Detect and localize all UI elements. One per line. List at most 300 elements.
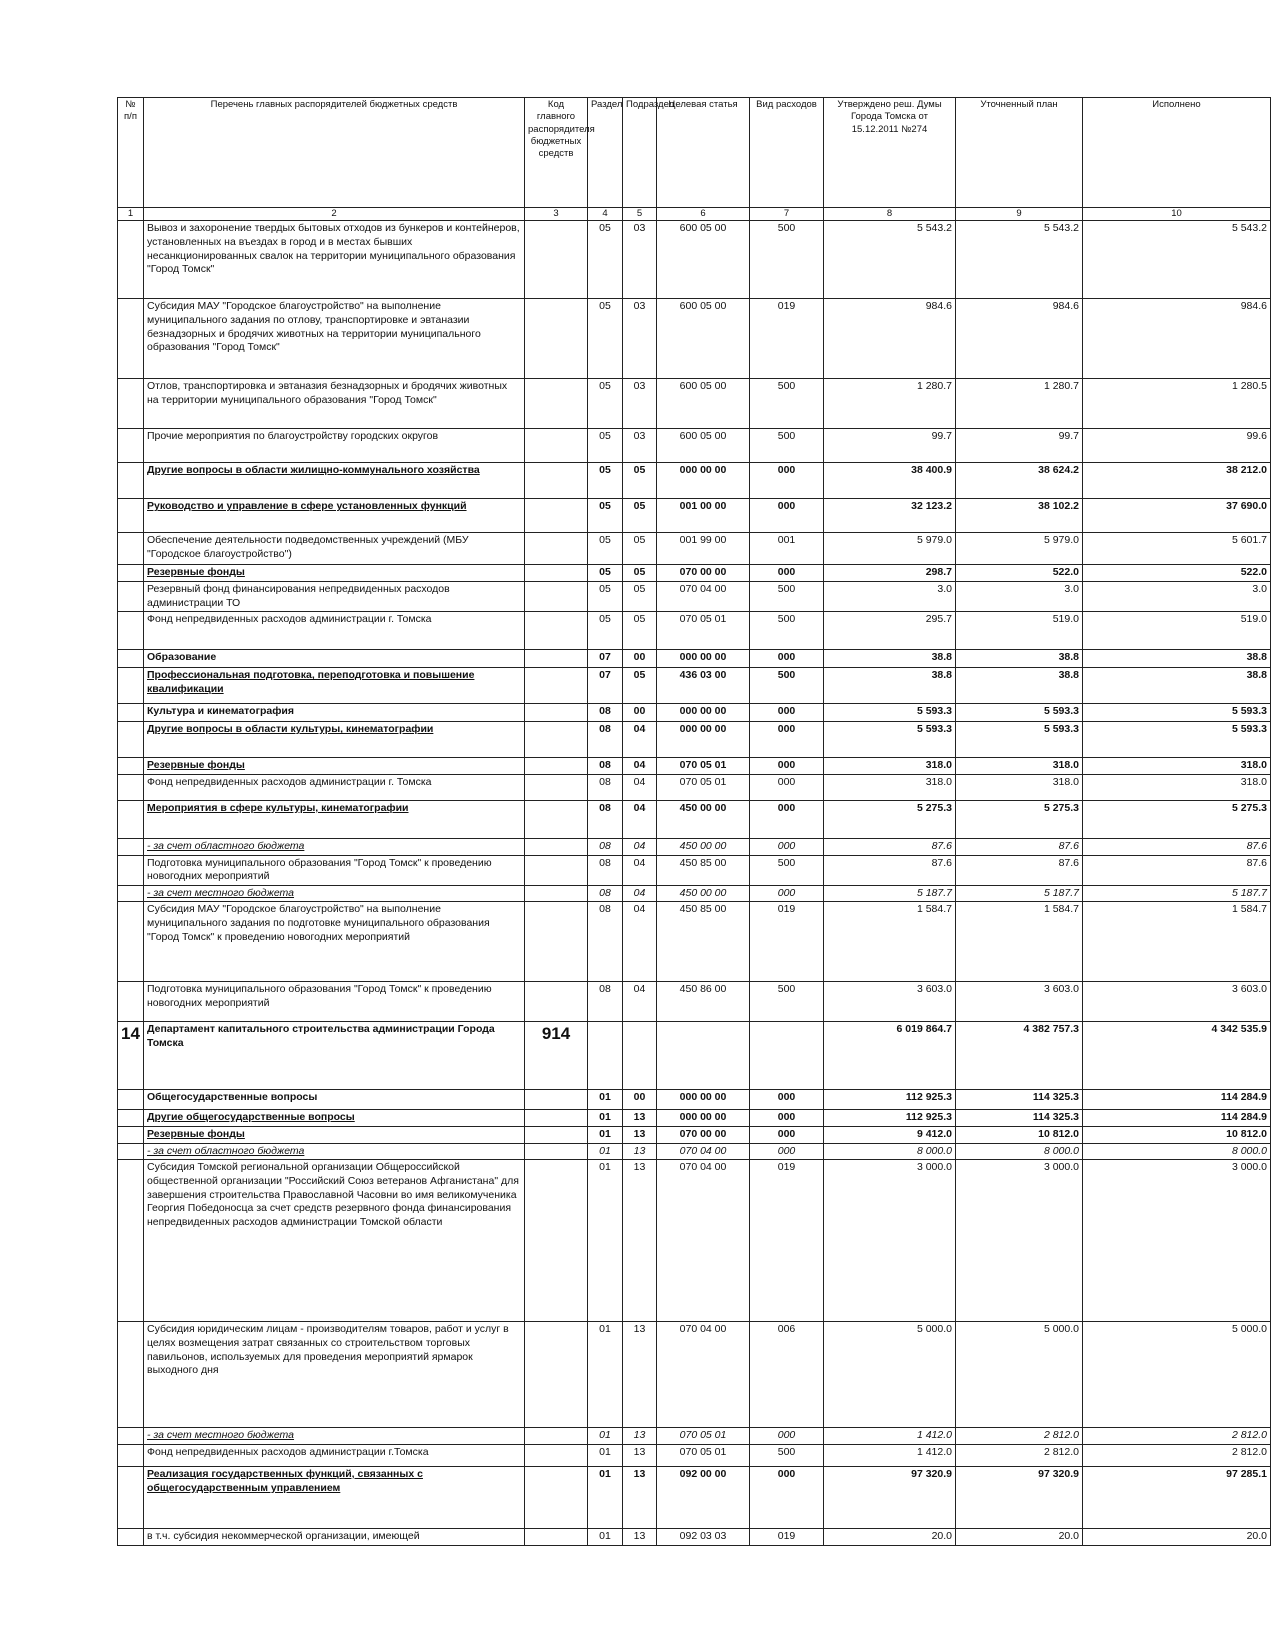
expense-type-code: 006 (750, 1322, 824, 1428)
executed-amount: 38 212.0 (1083, 463, 1271, 499)
table-row (118, 774, 1271, 800)
row-name: Фонд непредвиденных расходов администрации г. Томска (144, 612, 525, 650)
row-number (118, 1160, 144, 1322)
podrazdel-code: 13 (623, 1322, 657, 1428)
expense-type-code: 019 (750, 299, 824, 379)
approved-amount: 295.7 (824, 612, 956, 650)
expense-type-code: 000 (750, 565, 824, 582)
refined-plan-amount: 5 275.3 (956, 800, 1083, 838)
expense-type-code (750, 1022, 824, 1090)
expense-type-code: 500 (750, 379, 824, 429)
refined-plan-amount: 5 979.0 (956, 533, 1083, 565)
table-row (118, 499, 1271, 533)
rasporyaditel-code (525, 902, 588, 982)
executed-amount: 1 584.7 (1083, 902, 1271, 982)
budget-table (117, 97, 1271, 1546)
row-number (118, 463, 144, 499)
target-article-code: 001 00 00 (657, 499, 750, 533)
refined-plan-amount: 114 325.3 (956, 1090, 1083, 1110)
row-number (118, 800, 144, 838)
table-row (118, 885, 1271, 902)
refined-plan-amount: 38 102.2 (956, 499, 1083, 533)
target-article-code: 450 00 00 (657, 838, 750, 855)
refined-plan-amount: 87.6 (956, 838, 1083, 855)
header-cell: Подраздел (623, 98, 657, 208)
target-article-code: 092 00 00 (657, 1467, 750, 1529)
table-row (118, 1445, 1271, 1467)
rasporyaditel-code (525, 704, 588, 722)
razdel-code: 01 (588, 1090, 623, 1110)
rasporyaditel-code (525, 1322, 588, 1428)
column-number: 4 (588, 208, 623, 221)
table-row (118, 855, 1271, 885)
executed-amount: 3 603.0 (1083, 982, 1271, 1022)
podrazdel-code: 05 (623, 463, 657, 499)
rasporyaditel-code (525, 221, 588, 299)
approved-amount: 112 925.3 (824, 1110, 956, 1127)
executed-amount: 10 812.0 (1083, 1127, 1271, 1144)
approved-amount: 984.6 (824, 299, 956, 379)
expense-type-code: 019 (750, 1529, 824, 1546)
table-row (118, 650, 1271, 668)
refined-plan-amount: 5 000.0 (956, 1322, 1083, 1428)
table-row (118, 1428, 1271, 1445)
podrazdel-code: 04 (623, 838, 657, 855)
target-article-code: 436 03 00 (657, 668, 750, 704)
podrazdel-code: 04 (623, 982, 657, 1022)
razdel-code: 01 (588, 1110, 623, 1127)
target-article-code: 000 00 00 (657, 650, 750, 668)
header-cell: Исполнено (1083, 98, 1271, 208)
expense-type-code: 019 (750, 902, 824, 982)
expense-type-code: 000 (750, 1428, 824, 1445)
row-name: - за счет областного бюджета (144, 1143, 525, 1160)
row-number (118, 1467, 144, 1529)
razdel-code: 01 (588, 1143, 623, 1160)
table-row (118, 299, 1271, 379)
target-article-code: 450 86 00 (657, 982, 750, 1022)
executed-amount: 114 284.9 (1083, 1090, 1271, 1110)
razdel-code: 08 (588, 855, 623, 885)
refined-plan-amount: 3 603.0 (956, 982, 1083, 1022)
expense-type-code: 000 (750, 774, 824, 800)
podrazdel-code: 13 (623, 1467, 657, 1529)
rasporyaditel-code (525, 800, 588, 838)
executed-amount: 2 812.0 (1083, 1445, 1271, 1467)
approved-amount: 6 019 864.7 (824, 1022, 956, 1090)
target-article-code: 600 05 00 (657, 429, 750, 463)
rasporyaditel-code (525, 722, 588, 758)
podrazdel-code: 13 (623, 1445, 657, 1467)
row-number (118, 650, 144, 668)
executed-amount: 5 593.3 (1083, 722, 1271, 758)
row-name: Фонд непредвиденных расходов администрации г. Томска (144, 774, 525, 800)
table-row (118, 1110, 1271, 1127)
podrazdel-code: 05 (623, 565, 657, 582)
expense-type-code: 500 (750, 982, 824, 1022)
row-name: Резервные фонды (144, 1127, 525, 1144)
podrazdel-code: 03 (623, 379, 657, 429)
row-name: Субсидия юридическим лицам - производителям товаров, работ и услуг в целях возмещения затрат связанных со строительством торговых павильонов, используемых для проведения мероприятий ярмарок выходного дня (144, 1322, 525, 1428)
approved-amount: 1 412.0 (824, 1445, 956, 1467)
executed-amount: 99.6 (1083, 429, 1271, 463)
row-number (118, 612, 144, 650)
refined-plan-amount: 5 593.3 (956, 704, 1083, 722)
row-name: Мероприятия в сфере культуры, кинематографии (144, 800, 525, 838)
rasporyaditel-code (525, 838, 588, 855)
executed-amount: 38.8 (1083, 650, 1271, 668)
row-name: Субсидия МАУ "Городское благоустройство" на выполнение муниципального задания по подготовке муниципального образования "Город Томск" к проведению новогодних мероприятий (144, 902, 525, 982)
row-number (118, 1322, 144, 1428)
refined-plan-amount: 10 812.0 (956, 1127, 1083, 1144)
table-row (118, 902, 1271, 982)
podrazdel-code: 13 (623, 1127, 657, 1144)
razdel-code: 05 (588, 463, 623, 499)
razdel-code: 08 (588, 774, 623, 800)
rasporyaditel-code (525, 581, 588, 611)
razdel-code: 01 (588, 1445, 623, 1467)
row-name: Культура и кинематография (144, 704, 525, 722)
expense-type-code: 000 (750, 885, 824, 902)
razdel-code: 05 (588, 299, 623, 379)
rasporyaditel-code (525, 429, 588, 463)
executed-amount: 522.0 (1083, 565, 1271, 582)
row-number (118, 565, 144, 582)
column-number: 5 (623, 208, 657, 221)
executed-amount: 4 342 535.9 (1083, 1022, 1271, 1090)
expense-type-code: 500 (750, 221, 824, 299)
razdel-code: 08 (588, 838, 623, 855)
approved-amount: 298.7 (824, 565, 956, 582)
header-cell: Утверждено реш. Думы Города Томска от 15.12.2011 №274 (824, 98, 956, 208)
row-name: Подготовка муниципального образования "Город Томск" к проведению новогодних мероприятий (144, 855, 525, 885)
header-row (118, 98, 1271, 208)
expense-type-code: 000 (750, 1110, 824, 1127)
expense-type-code: 500 (750, 1445, 824, 1467)
row-name: Прочие мероприятия по благоустройству городских округов (144, 429, 525, 463)
target-article-code: 450 85 00 (657, 855, 750, 885)
podrazdel-code: 05 (623, 612, 657, 650)
row-number (118, 885, 144, 902)
approved-amount: 87.6 (824, 838, 956, 855)
razdel-code: 01 (588, 1529, 623, 1546)
table-row (118, 1529, 1271, 1546)
approved-amount: 32 123.2 (824, 499, 956, 533)
target-article-code: 070 05 01 (657, 774, 750, 800)
podrazdel-code: 05 (623, 499, 657, 533)
refined-plan-amount: 5 187.7 (956, 885, 1083, 902)
approved-amount: 1 584.7 (824, 902, 956, 982)
rasporyaditel-code (525, 1090, 588, 1110)
refined-plan-amount: 4 382 757.3 (956, 1022, 1083, 1090)
refined-plan-amount: 8 000.0 (956, 1143, 1083, 1160)
expense-type-code: 500 (750, 612, 824, 650)
column-number: 7 (750, 208, 824, 221)
executed-amount: 38.8 (1083, 668, 1271, 704)
podrazdel-code: 03 (623, 429, 657, 463)
header-cell: Вид расходов (750, 98, 824, 208)
target-article-code: 600 05 00 (657, 379, 750, 429)
razdel-code: 01 (588, 1322, 623, 1428)
executed-amount: 984.6 (1083, 299, 1271, 379)
table-row (118, 1322, 1271, 1428)
target-article-code: 450 00 00 (657, 885, 750, 902)
row-name: Отлов, транспортировка и эвтаназия безнадзорных и бродячих животных на территории муниципального образования "Город Томск" (144, 379, 525, 429)
podrazdel-code: 13 (623, 1110, 657, 1127)
approved-amount: 8 000.0 (824, 1143, 956, 1160)
row-number (118, 299, 144, 379)
row-name: Субсидия МАУ "Городское благоустройство" на выполнение муниципального задания по отлову, транспортировке и эвтаназии безнадзорных и бродячих животных на территории муниципального образования "Город Томск" (144, 299, 525, 379)
approved-amount: 3 603.0 (824, 982, 956, 1022)
approved-amount: 3 000.0 (824, 1160, 956, 1322)
approved-amount: 112 925.3 (824, 1090, 956, 1110)
target-article-code: 000 00 00 (657, 463, 750, 499)
table-body (118, 221, 1271, 1545)
expense-type-code: 000 (750, 1467, 824, 1529)
razdel-code: 07 (588, 650, 623, 668)
executed-amount: 37 690.0 (1083, 499, 1271, 533)
refined-plan-amount: 5 593.3 (956, 722, 1083, 758)
refined-plan-amount: 38.8 (956, 650, 1083, 668)
podrazdel-code: 04 (623, 774, 657, 800)
target-article-code: 070 04 00 (657, 1143, 750, 1160)
razdel-code (588, 1022, 623, 1090)
header-cell: Уточненный план (956, 98, 1083, 208)
target-article-code: 070 04 00 (657, 581, 750, 611)
razdel-code: 05 (588, 221, 623, 299)
row-number (118, 221, 144, 299)
row-number (118, 581, 144, 611)
approved-amount: 38.8 (824, 668, 956, 704)
table-row (118, 1022, 1271, 1090)
row-number (118, 1110, 144, 1127)
table-row (118, 1127, 1271, 1144)
podrazdel-code: 05 (623, 581, 657, 611)
row-number (118, 1445, 144, 1467)
table-row (118, 463, 1271, 499)
refined-plan-amount: 5 543.2 (956, 221, 1083, 299)
podrazdel-code: 03 (623, 299, 657, 379)
target-article-code: 000 00 00 (657, 1090, 750, 1110)
approved-amount: 5 000.0 (824, 1322, 956, 1428)
podrazdel-code: 13 (623, 1160, 657, 1322)
expense-type-code: 000 (750, 650, 824, 668)
executed-amount: 114 284.9 (1083, 1110, 1271, 1127)
executed-amount: 3.0 (1083, 581, 1271, 611)
executed-amount: 20.0 (1083, 1529, 1271, 1546)
podrazdel-code: 04 (623, 800, 657, 838)
approved-amount: 5 593.3 (824, 704, 956, 722)
row-number (118, 902, 144, 982)
column-number: 10 (1083, 208, 1271, 221)
executed-amount: 1 280.5 (1083, 379, 1271, 429)
column-number: 1 (118, 208, 144, 221)
column-number-row (118, 208, 1271, 221)
table-row (118, 429, 1271, 463)
row-name: Вывоз и захоронение твердых бытовых отходов из бункеров и контейнеров, установленных на въездах в город и в местах бывших несанкционированных свалок на территории муниципального образования "Город Томск" (144, 221, 525, 299)
approved-amount: 9 412.0 (824, 1127, 956, 1144)
row-number (118, 855, 144, 885)
rasporyaditel-code (525, 668, 588, 704)
executed-amount: 519.0 (1083, 612, 1271, 650)
executed-amount: 5 601.7 (1083, 533, 1271, 565)
podrazdel-code: 00 (623, 704, 657, 722)
executed-amount: 87.6 (1083, 855, 1271, 885)
approved-amount: 99.7 (824, 429, 956, 463)
table-row (118, 581, 1271, 611)
table-row (118, 1160, 1271, 1322)
refined-plan-amount: 99.7 (956, 429, 1083, 463)
razdel-code: 08 (588, 800, 623, 838)
column-number: 9 (956, 208, 1083, 221)
table-row (118, 722, 1271, 758)
table-row (118, 533, 1271, 565)
header-cell: Целевая статья (657, 98, 750, 208)
expense-type-code: 000 (750, 758, 824, 775)
approved-amount: 5 593.3 (824, 722, 956, 758)
razdel-code: 08 (588, 902, 623, 982)
row-name: Реализация государственных функций, связанных с общегосударственным управлением (144, 1467, 525, 1529)
approved-amount: 87.6 (824, 855, 956, 885)
rasporyaditel-code (525, 612, 588, 650)
rasporyaditel-code (525, 565, 588, 582)
target-article-code: 001 99 00 (657, 533, 750, 565)
row-number (118, 1090, 144, 1110)
rasporyaditel-code (525, 758, 588, 775)
target-article-code: 092 03 03 (657, 1529, 750, 1546)
approved-amount: 38 400.9 (824, 463, 956, 499)
razdel-code: 05 (588, 379, 623, 429)
approved-amount: 1 412.0 (824, 1428, 956, 1445)
podrazdel-code: 04 (623, 855, 657, 885)
table-row (118, 800, 1271, 838)
podrazdel-code: 05 (623, 533, 657, 565)
refined-plan-amount: 114 325.3 (956, 1110, 1083, 1127)
row-number (118, 982, 144, 1022)
row-number (118, 1127, 144, 1144)
expense-type-code: 000 (750, 463, 824, 499)
row-name: Образование (144, 650, 525, 668)
refined-plan-amount: 522.0 (956, 565, 1083, 582)
approved-amount: 318.0 (824, 758, 956, 775)
table-row (118, 221, 1271, 299)
refined-plan-amount: 984.6 (956, 299, 1083, 379)
podrazdel-code: 04 (623, 758, 657, 775)
target-article-code: 070 00 00 (657, 1127, 750, 1144)
approved-amount: 5 543.2 (824, 221, 956, 299)
podrazdel-code: 04 (623, 885, 657, 902)
executed-amount: 97 285.1 (1083, 1467, 1271, 1529)
row-name: Фонд непредвиденных расходов администрации г.Томска (144, 1445, 525, 1467)
target-article-code: 600 05 00 (657, 221, 750, 299)
target-article-code: 070 05 01 (657, 758, 750, 775)
refined-plan-amount: 87.6 (956, 855, 1083, 885)
rasporyaditel-code (525, 463, 588, 499)
row-name: Общегосударственные вопросы (144, 1090, 525, 1110)
row-name: Субсидия Томской региональной организации Общероссийской общественной организации "Российский Союз ветеранов Афганистана" для завершения строительства Православной Часовни во имя великомученика Георгия Победоносца за счет средств резервного фонда финансирования непредвиденных расходов администрации Томской области (144, 1160, 525, 1322)
rasporyaditel-code (525, 885, 588, 902)
target-article-code: 000 00 00 (657, 722, 750, 758)
row-number (118, 774, 144, 800)
row-number (118, 838, 144, 855)
razdel-code: 05 (588, 499, 623, 533)
approved-amount: 318.0 (824, 774, 956, 800)
executed-amount: 5 275.3 (1083, 800, 1271, 838)
rasporyaditel-code (525, 982, 588, 1022)
expense-type-code: 500 (750, 429, 824, 463)
table-row (118, 758, 1271, 775)
executed-amount: 87.6 (1083, 838, 1271, 855)
row-number (118, 1428, 144, 1445)
refined-plan-amount: 1 584.7 (956, 902, 1083, 982)
row-number (118, 668, 144, 704)
razdel-code: 01 (588, 1127, 623, 1144)
row-name: Резервный фонд финансирования непредвиденных расходов администрации ТО (144, 581, 525, 611)
expense-type-code: 001 (750, 533, 824, 565)
podrazdel-code: 00 (623, 650, 657, 668)
refined-plan-amount: 1 280.7 (956, 379, 1083, 429)
column-number: 6 (657, 208, 750, 221)
expense-type-code: 000 (750, 704, 824, 722)
refined-plan-amount: 97 320.9 (956, 1467, 1083, 1529)
header-cell: Перечень главных распорядителей бюджетных средств (144, 98, 525, 208)
column-number: 2 (144, 208, 525, 221)
rasporyaditel-code (525, 299, 588, 379)
row-name: Обеспечение деятельности подведомственных учреждений (МБУ "Городское благоустройство") (144, 533, 525, 565)
approved-amount: 5 187.7 (824, 885, 956, 902)
target-article-code (657, 1022, 750, 1090)
row-name: Департамент капитального строительства администрации Города Томска (144, 1022, 525, 1090)
expense-type-code: 500 (750, 855, 824, 885)
rasporyaditel-code (525, 379, 588, 429)
approved-amount: 38.8 (824, 650, 956, 668)
approved-amount: 5 979.0 (824, 533, 956, 565)
expense-type-code: 000 (750, 1143, 824, 1160)
rasporyaditel-code (525, 499, 588, 533)
rasporyaditel-code: 914 (525, 1022, 588, 1090)
row-name: - за счет местного бюджета (144, 1428, 525, 1445)
row-number (118, 704, 144, 722)
executed-amount: 5 593.3 (1083, 704, 1271, 722)
rasporyaditel-code (525, 1445, 588, 1467)
target-article-code: 070 00 00 (657, 565, 750, 582)
executed-amount: 2 812.0 (1083, 1428, 1271, 1445)
razdel-code: 01 (588, 1428, 623, 1445)
row-name: Другие вопросы в области культуры, кинематографии (144, 722, 525, 758)
razdel-code: 08 (588, 982, 623, 1022)
target-article-code: 600 05 00 (657, 299, 750, 379)
refined-plan-amount: 318.0 (956, 774, 1083, 800)
row-number (118, 429, 144, 463)
row-number (118, 533, 144, 565)
refined-plan-amount: 38 624.2 (956, 463, 1083, 499)
row-name: Резервные фонды (144, 565, 525, 582)
razdel-code: 05 (588, 533, 623, 565)
razdel-code: 05 (588, 581, 623, 611)
rasporyaditel-code (525, 1110, 588, 1127)
podrazdel-code: 00 (623, 1090, 657, 1110)
executed-amount: 318.0 (1083, 758, 1271, 775)
executed-amount: 5 543.2 (1083, 221, 1271, 299)
table-row (118, 668, 1271, 704)
row-name: Другие вопросы в области жилищно-коммунального хозяйства (144, 463, 525, 499)
row-name: в т.ч. субсидия некоммерческой организации, имеющей (144, 1529, 525, 1546)
row-name: Резервные фонды (144, 758, 525, 775)
rasporyaditel-code (525, 1127, 588, 1144)
razdel-code: 05 (588, 429, 623, 463)
executed-amount: 8 000.0 (1083, 1143, 1271, 1160)
column-number: 3 (525, 208, 588, 221)
